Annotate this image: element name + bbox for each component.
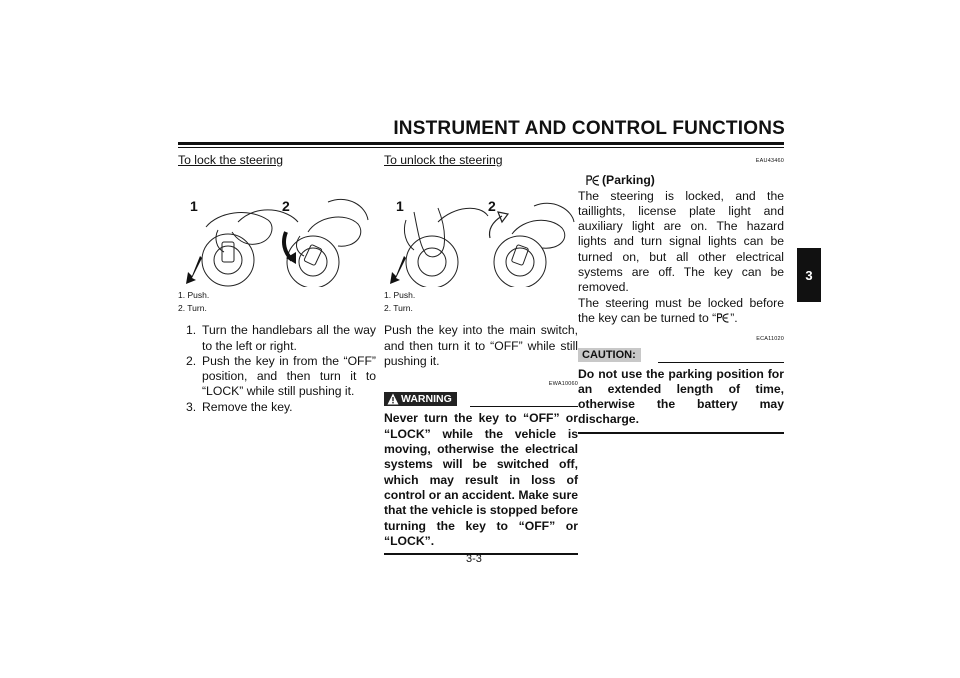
warning-code: EWA10060 xyxy=(548,381,578,388)
lock-steps-list xyxy=(178,323,376,415)
callout-2: 2 xyxy=(282,198,290,215)
list-item: 2. Push the key in from the “OFF” position, and then turn it to “LOCK” while still pushing it. xyxy=(186,353,376,399)
header-rule-thin xyxy=(178,147,784,148)
callout-1: 1 xyxy=(190,198,198,215)
legend-item: 2. Turn. xyxy=(178,303,207,314)
section-heading-unlock: To unlock the steering xyxy=(384,153,503,167)
caution-label: CAUTION: xyxy=(578,348,641,362)
warning-text: Never turn the key to “OFF” or “LOCK” while the vehicle is moving, otherwise the electrical systems will be switched off, which may result in loss of control or an accident. Make sure that the vehicle is stopped before turning the key to “OFF” or “LOCK”. xyxy=(384,411,578,548)
caution-end-rule xyxy=(578,432,784,434)
list-item: 3. Remove the key. xyxy=(186,399,293,414)
figure-lock-steering xyxy=(178,172,376,287)
column-unlock-steering xyxy=(384,150,578,555)
page-header-title: INSTRUMENT AND CONTROL FUNCTIONS xyxy=(393,118,785,139)
column-lock-steering xyxy=(178,150,376,415)
key-illustration-lock xyxy=(178,172,376,287)
caution-text: Do not use the parking position for an extended length of time, otherwise the battery may discharge. xyxy=(578,366,784,427)
legend-item: 2. Turn. xyxy=(384,303,413,314)
callout-2: 2 xyxy=(488,198,496,215)
page-number: 3-3 xyxy=(466,553,482,565)
callout-1: 1 xyxy=(396,198,404,215)
caution-code: ECA11020 xyxy=(756,336,784,343)
unlock-body-text: Push the key into the main switch, and then turn it to “OFF” while still pushing it. xyxy=(384,323,578,368)
warning-label-rule xyxy=(470,406,578,407)
figure-unlock-steering xyxy=(384,172,578,287)
list-item: 1. Turn the handlebars all the way to the left or right. xyxy=(186,323,376,353)
legend-item: 1. Push. xyxy=(384,290,416,301)
figure-legend xyxy=(178,289,376,315)
parking-para-2: The steering must be locked before the key can be turned to “ ”. xyxy=(578,295,784,325)
warning-label-row xyxy=(384,392,578,408)
section-code: EAU43460 xyxy=(755,158,784,164)
key-illustration-unlock xyxy=(384,172,578,287)
section-heading-lock: To lock the steering xyxy=(178,153,284,167)
parking-icon xyxy=(586,175,600,186)
legend-item: 1. Push. xyxy=(178,290,210,301)
caution-label-rule xyxy=(658,362,784,363)
figure-legend xyxy=(384,289,578,315)
caution-label-row xyxy=(578,348,784,364)
parking-icon xyxy=(716,313,730,323)
chapter-tab: 3 xyxy=(797,248,821,302)
warning-label: WARNING xyxy=(384,392,457,406)
warning-triangle-icon xyxy=(387,393,399,405)
header-rule xyxy=(178,142,784,145)
parking-para-1: The steering is locked, and the taillights, license plate light and auxiliary light are on. The hazard lights and turn signal lights can be turned on, but all other electrical systems are off. The key can be removed. xyxy=(578,188,784,295)
column-parking xyxy=(578,150,784,434)
parking-heading: (Parking) xyxy=(578,173,784,188)
